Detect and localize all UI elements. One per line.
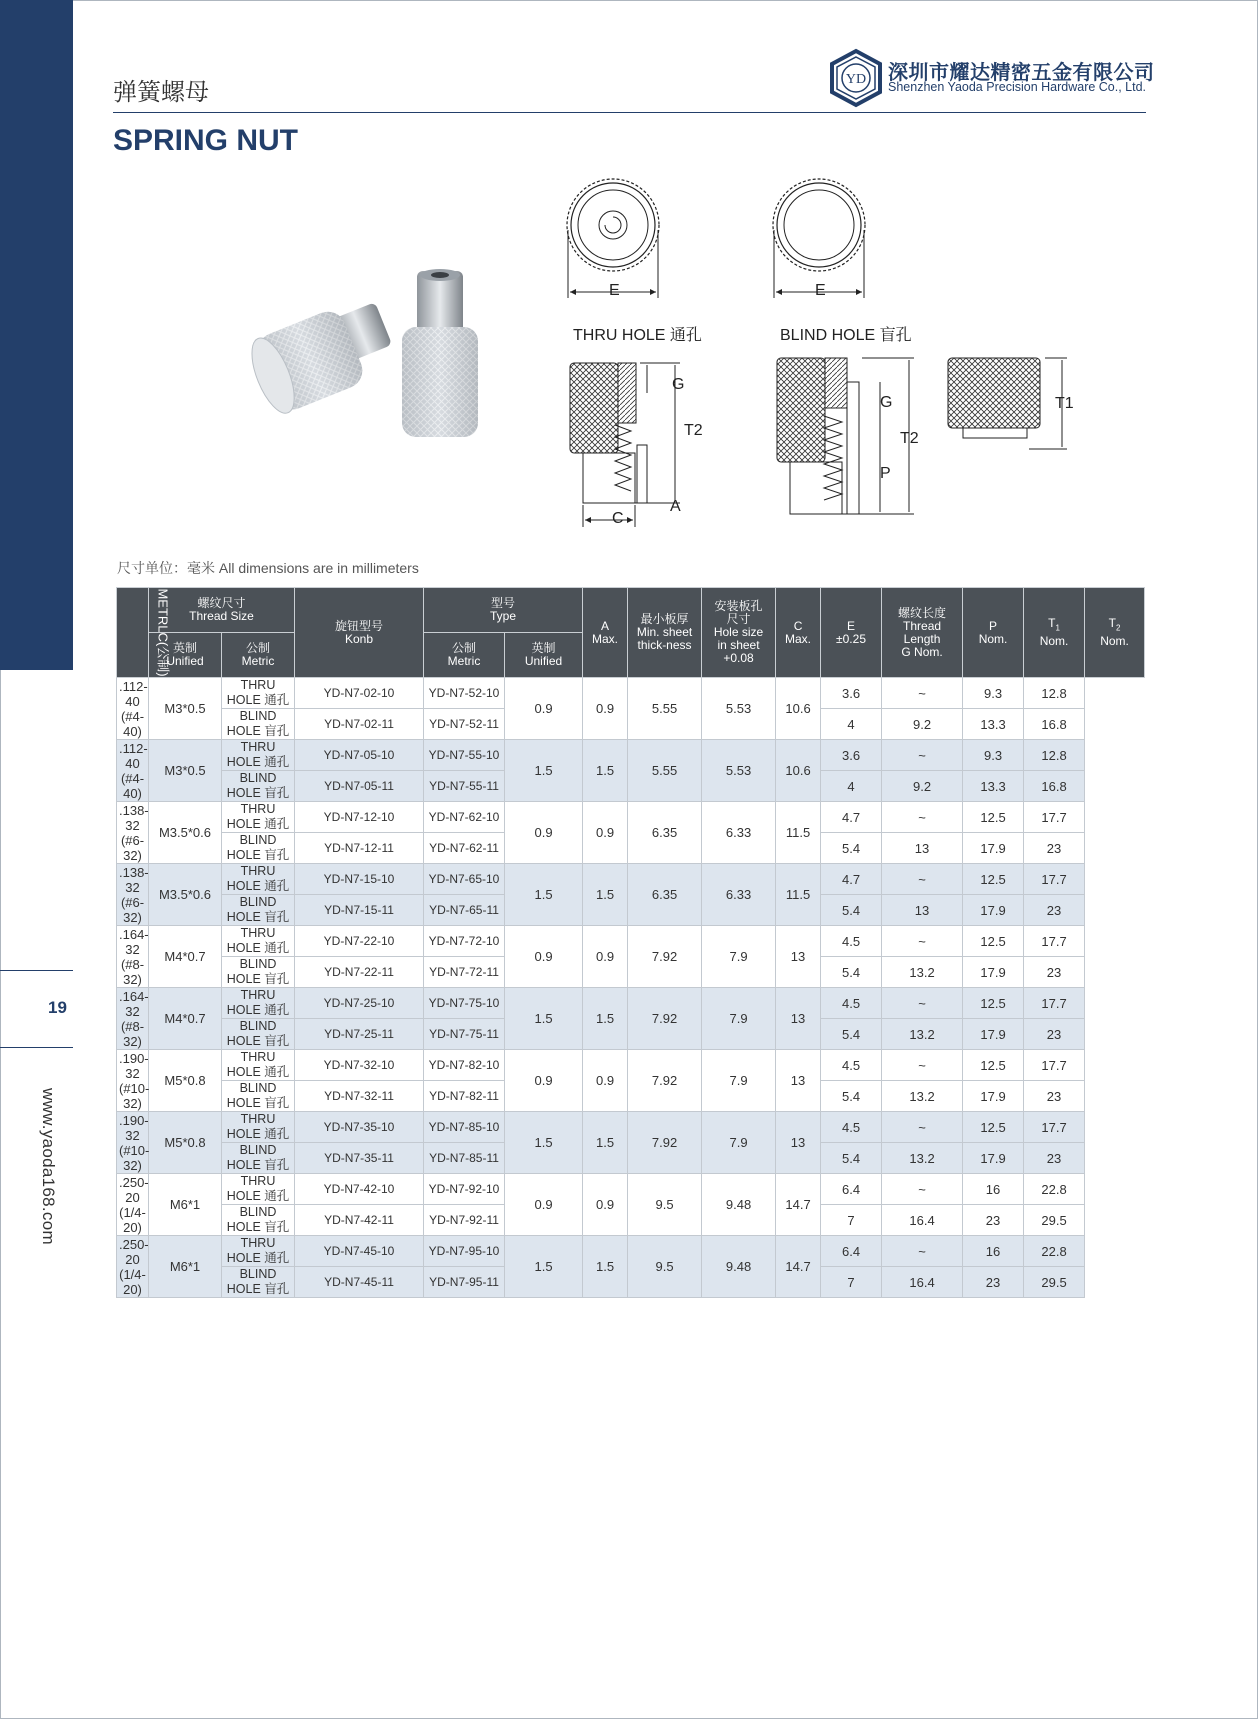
cell-t1: 17.9 <box>963 957 1024 988</box>
cell-type-metric: YD-N7-32-10 <box>295 1050 424 1081</box>
cell-thread-length: 4 <box>821 771 882 802</box>
th-hole-size: 安装板孔 尺寸 Hole size in sheet +0.08 <box>702 588 776 678</box>
cell-e: 13 <box>776 1050 821 1112</box>
cell-konb: THRU HOLE 通孔 <box>222 1112 295 1143</box>
cell-min-sheet: 1.5 <box>583 1236 628 1298</box>
blind-hole-top-view <box>766 170 876 300</box>
cell-type-metric: YD-N7-35-10 <box>295 1112 424 1143</box>
page-title-cn: 弹簧螺母 <box>113 79 209 106</box>
cell-p: ~ <box>882 678 963 709</box>
cell-type-metric: YD-N7-22-11 <box>295 957 424 988</box>
cell-t1: 17.9 <box>963 833 1024 864</box>
cell-metric: M3*0.5 <box>149 678 222 740</box>
cell-unified: .164-32 (#8-32) <box>117 988 149 1050</box>
cell-konb: BLIND HOLE 盲孔 <box>222 709 295 740</box>
cell-e: 13 <box>776 988 821 1050</box>
cell-konb: THRU HOLE 通孔 <box>222 1236 295 1267</box>
cell-t1: 17.9 <box>963 895 1024 926</box>
cell-thread-length: 4.7 <box>821 864 882 895</box>
company-name-en: Shenzhen Yaoda Precision Hardware Co., Ltd. <box>888 80 1147 94</box>
cell-metric: M3.5*0.6 <box>149 864 222 926</box>
thru-hole-label: THRU HOLE 通孔 <box>573 327 702 344</box>
spec-table-body <box>117 678 1145 1298</box>
cell-hole-size: 9.5 <box>628 1174 702 1236</box>
cell-c: 6.33 <box>702 802 776 864</box>
cell-hole-size: 7.92 <box>628 1050 702 1112</box>
cell-konb: THRU HOLE 通孔 <box>222 740 295 771</box>
table-row <box>117 678 1145 709</box>
cell-konb: BLIND HOLE 盲孔 <box>222 833 295 864</box>
cell-konb: BLIND HOLE 盲孔 <box>222 1267 295 1298</box>
cell-min-sheet: 1.5 <box>583 740 628 802</box>
cell-p: 13.2 <box>882 1081 963 1112</box>
cell-metric: M5*0.8 <box>149 1050 222 1112</box>
side-view <box>945 355 1070 455</box>
cell-t1: 23 <box>963 1205 1024 1236</box>
cell-thread-length: 4 <box>821 709 882 740</box>
spec-table <box>116 587 1145 1298</box>
cell-konb: THRU HOLE 通孔 <box>222 988 295 1019</box>
cell-konb: THRU HOLE 通孔 <box>222 926 295 957</box>
cell-type-metric: YD-N7-12-11 <box>295 833 424 864</box>
dim-e-thru: E <box>609 282 620 299</box>
cell-min-sheet: 0.9 <box>583 1050 628 1112</box>
cell-c: 7.9 <box>702 1112 776 1174</box>
blind-hole-label: BLIND HOLE 盲孔 <box>780 327 912 344</box>
th-p: P Nom. <box>963 588 1024 678</box>
cell-unified: .138-32 (#6-32) <box>117 864 149 926</box>
cell-thread-length: 4.5 <box>821 988 882 1019</box>
cell-t2: 17.7 <box>1024 864 1085 895</box>
th-konb: 旋钮型号 Konb <box>295 588 424 678</box>
cell-type-metric: YD-N7-25-10 <box>295 988 424 1019</box>
cell-type-metric: YD-N7-32-11 <box>295 1081 424 1112</box>
th-thread-size: 螺纹尺寸 Thread Size <box>149 588 295 633</box>
th-unified: 英制 Unified <box>149 633 222 678</box>
cell-a: 0.9 <box>505 802 583 864</box>
cell-type-metric: YD-N7-42-10 <box>295 1174 424 1205</box>
cell-t2: 23 <box>1024 1019 1085 1050</box>
cell-unified: .250-20 (1/4-20) <box>117 1236 149 1298</box>
cell-t2: 29.5 <box>1024 1267 1085 1298</box>
cell-type-metric: YD-N7-25-11 <box>295 1019 424 1050</box>
cell-t1: 13.3 <box>963 709 1024 740</box>
cell-thread-length: 5.4 <box>821 895 882 926</box>
cell-unified: .190-32 (#10-32) <box>117 1050 149 1112</box>
cell-konb: BLIND HOLE 盲孔 <box>222 957 295 988</box>
cell-type-unified: YD-N7-95-11 <box>424 1267 505 1298</box>
cell-p: 13 <box>882 895 963 926</box>
product-title: SPRING NUT <box>113 124 299 157</box>
cell-t2: 16.8 <box>1024 709 1085 740</box>
cell-type-unified: YD-N7-72-11 <box>424 957 505 988</box>
cell-type-metric: YD-N7-22-10 <box>295 926 424 957</box>
dim-t1: T1 <box>1055 395 1074 412</box>
cell-e: 11.5 <box>776 864 821 926</box>
cell-t1: 12.5 <box>963 864 1024 895</box>
cell-metric: M4*0.7 <box>149 926 222 988</box>
cell-t1: 12.5 <box>963 988 1024 1019</box>
sidebar-bar <box>0 0 73 670</box>
cell-type-metric: YD-N7-15-11 <box>295 895 424 926</box>
cell-unified: .164-32 (#8-32) <box>117 926 149 988</box>
cell-a: 0.9 <box>505 926 583 988</box>
cell-type-unified: YD-N7-65-10 <box>424 864 505 895</box>
cell-t1: 17.9 <box>963 1019 1024 1050</box>
cell-p: 13.2 <box>882 957 963 988</box>
cell-min-sheet: 1.5 <box>583 1112 628 1174</box>
cell-type-unified: YD-N7-92-10 <box>424 1174 505 1205</box>
dim-g-blind: G <box>880 394 893 411</box>
cell-hole-size: 5.55 <box>628 678 702 740</box>
cell-t1: 17.9 <box>963 1081 1024 1112</box>
cell-min-sheet: 1.5 <box>583 988 628 1050</box>
cell-type-unified: YD-N7-75-11 <box>424 1019 505 1050</box>
cell-t2: 23 <box>1024 1081 1085 1112</box>
cell-t2: 16.8 <box>1024 771 1085 802</box>
dim-t2-thru: T2 <box>684 422 703 439</box>
cell-type-metric: YD-N7-12-10 <box>295 802 424 833</box>
cell-p: ~ <box>882 1236 963 1267</box>
cell-thread-length: 6.4 <box>821 1236 882 1267</box>
cell-konb: BLIND HOLE 盲孔 <box>222 1019 295 1050</box>
cell-p: ~ <box>882 802 963 833</box>
cell-p: ~ <box>882 1174 963 1205</box>
cell-thread-length: 5.4 <box>821 1081 882 1112</box>
dim-c-thru: C <box>612 510 624 527</box>
th-metric: 公制 Metric <box>222 633 295 678</box>
cell-min-sheet: 0.9 <box>583 926 628 988</box>
cell-type-unified: YD-N7-92-11 <box>424 1205 505 1236</box>
cell-p: ~ <box>882 988 963 1019</box>
cell-metric: M4*0.7 <box>149 988 222 1050</box>
company-logo <box>828 48 884 108</box>
cell-c: 5.53 <box>702 740 776 802</box>
cell-type-unified: YD-N7-75-10 <box>424 988 505 1019</box>
cell-t1: 13.3 <box>963 771 1024 802</box>
cell-c: 7.9 <box>702 926 776 988</box>
cell-type-unified: YD-N7-85-11 <box>424 1143 505 1174</box>
cell-type-metric: YD-N7-45-11 <box>295 1267 424 1298</box>
cell-type-metric: YD-N7-02-10 <box>295 678 424 709</box>
table-row <box>117 802 1145 833</box>
cell-a: 1.5 <box>505 988 583 1050</box>
cell-metric: M6*1 <box>149 1236 222 1298</box>
cell-konb: BLIND HOLE 盲孔 <box>222 1205 295 1236</box>
cell-konb: BLIND HOLE 盲孔 <box>222 771 295 802</box>
cell-t1: 17.9 <box>963 1143 1024 1174</box>
cell-thread-length: 3.6 <box>821 740 882 771</box>
cell-t2: 17.7 <box>1024 926 1085 957</box>
cell-thread-length: 5.4 <box>821 833 882 864</box>
cell-thread-length: 4.5 <box>821 1112 882 1143</box>
th-min-sheet: 最小板厚 Min. sheet thick-ness <box>628 588 702 678</box>
cell-konb: BLIND HOLE 盲孔 <box>222 1081 295 1112</box>
cell-metric: M3*0.5 <box>149 740 222 802</box>
cell-metric: M5*0.8 <box>149 1112 222 1174</box>
sidebar-rule-bottom <box>0 1047 73 1048</box>
cell-p: ~ <box>882 926 963 957</box>
cell-thread-length: 5.4 <box>821 1143 882 1174</box>
cell-t2: 17.7 <box>1024 1050 1085 1081</box>
cell-type-metric: YD-N7-45-10 <box>295 1236 424 1267</box>
table-row <box>117 1174 1145 1205</box>
dim-t2-blind: T2 <box>900 430 919 447</box>
cell-hole-size: 7.92 <box>628 1112 702 1174</box>
cell-type-metric: YD-N7-35-11 <box>295 1143 424 1174</box>
cell-type-unified: YD-N7-55-10 <box>424 740 505 771</box>
cell-c: 7.9 <box>702 1050 776 1112</box>
cell-t2: 23 <box>1024 895 1085 926</box>
cell-a: 1.5 <box>505 740 583 802</box>
cell-hole-size: 7.92 <box>628 988 702 1050</box>
cell-type-unified: YD-N7-55-11 <box>424 771 505 802</box>
cell-p: 13.2 <box>882 1019 963 1050</box>
cell-thread-length: 7 <box>821 1267 882 1298</box>
cell-t2: 23 <box>1024 1143 1085 1174</box>
cell-t1: 12.5 <box>963 802 1024 833</box>
cell-type-metric: YD-N7-05-10 <box>295 740 424 771</box>
dim-a-thru: A <box>670 498 681 515</box>
table-row <box>117 1050 1145 1081</box>
cell-t1: 23 <box>963 1267 1024 1298</box>
cell-thread-length: 3.6 <box>821 678 882 709</box>
cell-konb: THRU HOLE 通孔 <box>222 1174 295 1205</box>
cell-e: 11.5 <box>776 802 821 864</box>
cell-unified: .138-32 (#6-32) <box>117 802 149 864</box>
cell-min-sheet: 0.9 <box>583 1174 628 1236</box>
cell-thread-length: 5.4 <box>821 957 882 988</box>
cell-type-unified: YD-N7-65-11 <box>424 895 505 926</box>
cell-p: ~ <box>882 1050 963 1081</box>
cell-konb: THRU HOLE 通孔 <box>222 802 295 833</box>
metric-side-label: METRLC(公制) <box>117 588 149 678</box>
cell-thread-length: 4.7 <box>821 802 882 833</box>
cell-type-unified: YD-N7-95-10 <box>424 1236 505 1267</box>
cell-konb: THRU HOLE 通孔 <box>222 864 295 895</box>
units-note: 尺寸单位：毫米 All dimensions are in millimeters <box>117 560 419 576</box>
cell-unified: .190-32 (#10-32) <box>117 1112 149 1174</box>
cell-type-unified: YD-N7-82-11 <box>424 1081 505 1112</box>
th-thread-length: 螺纹长度 Thread Length G Nom. <box>882 588 963 678</box>
cell-hole-size: 5.55 <box>628 740 702 802</box>
cell-hole-size: 6.35 <box>628 864 702 926</box>
cell-type-metric: YD-N7-15-10 <box>295 864 424 895</box>
cell-a: 1.5 <box>505 1236 583 1298</box>
cell-konb: THRU HOLE 通孔 <box>222 678 295 709</box>
cell-p: 9.2 <box>882 771 963 802</box>
sidebar-rule-top <box>0 970 73 971</box>
cell-konb: THRU HOLE 通孔 <box>222 1050 295 1081</box>
cell-e: 14.7 <box>776 1236 821 1298</box>
cell-e: 10.6 <box>776 740 821 802</box>
cell-t1: 16 <box>963 1174 1024 1205</box>
table-row <box>117 1112 1145 1143</box>
th-t1: $T_1$ Nom. <box>1024 588 1085 678</box>
table-row <box>117 1236 1145 1267</box>
th-t2: $T_2$ Nom. <box>1085 588 1145 678</box>
table-row <box>117 988 1145 1019</box>
cell-thread-length: 6.4 <box>821 1174 882 1205</box>
thru-hole-top-view <box>560 170 670 300</box>
table-row <box>117 740 1145 771</box>
dim-p-blind: P <box>880 465 891 482</box>
cell-a: 1.5 <box>505 1112 583 1174</box>
cell-e: 13 <box>776 1112 821 1174</box>
website-url: www.yaoda168.com <box>39 1088 58 1245</box>
cell-c: 9.48 <box>702 1236 776 1298</box>
cell-type-metric: YD-N7-42-11 <box>295 1205 424 1236</box>
th-type-unified: 英制 Unified <box>505 633 583 678</box>
cell-a: 0.9 <box>505 678 583 740</box>
cell-type-unified: YD-N7-72-10 <box>424 926 505 957</box>
cell-thread-length: 4.5 <box>821 1050 882 1081</box>
cell-type-unified: YD-N7-52-10 <box>424 678 505 709</box>
cell-t2: 29.5 <box>1024 1205 1085 1236</box>
cell-t2: 17.7 <box>1024 988 1085 1019</box>
cell-type-metric: YD-N7-05-11 <box>295 771 424 802</box>
cell-t1: 9.3 <box>963 678 1024 709</box>
cell-metric: M3.5*0.6 <box>149 802 222 864</box>
cell-t1: 12.5 <box>963 1050 1024 1081</box>
cell-c: 5.53 <box>702 678 776 740</box>
dim-e-blind: E <box>815 282 826 299</box>
cell-p: 13.2 <box>882 1143 963 1174</box>
dim-g-thru: G <box>672 376 685 393</box>
cell-p: 13 <box>882 833 963 864</box>
cell-thread-length: 4.5 <box>821 926 882 957</box>
cell-a: 1.5 <box>505 864 583 926</box>
th-e: E ±0.25 <box>821 588 882 678</box>
cell-t2: 23 <box>1024 957 1085 988</box>
cell-t2: 17.7 <box>1024 802 1085 833</box>
product-photo <box>235 265 495 445</box>
cell-e: 10.6 <box>776 678 821 740</box>
cell-t2: 12.8 <box>1024 678 1085 709</box>
cell-min-sheet: 0.9 <box>583 802 628 864</box>
cell-p: ~ <box>882 740 963 771</box>
cell-type-metric: YD-N7-02-11 <box>295 709 424 740</box>
logo-lettering: YD <box>845 72 867 87</box>
cell-type-unified: YD-N7-82-10 <box>424 1050 505 1081</box>
th-a: A Max. <box>583 588 628 678</box>
cell-t2: 22.8 <box>1024 1236 1085 1267</box>
cell-t1: 12.5 <box>963 926 1024 957</box>
cell-hole-size: 6.35 <box>628 802 702 864</box>
th-type-metric: 公制 Metric <box>424 633 505 678</box>
th-c: C Max. <box>776 588 821 678</box>
cell-type-unified: YD-N7-52-11 <box>424 709 505 740</box>
company-name-cn: 深圳市耀达精密五金有限公司 <box>888 62 1155 84</box>
cell-konb: BLIND HOLE 盲孔 <box>222 1143 295 1174</box>
cell-type-unified: YD-N7-62-10 <box>424 802 505 833</box>
cell-a: 0.9 <box>505 1174 583 1236</box>
cell-unified: .250-20 (1/4-20) <box>117 1174 149 1236</box>
cell-c: 9.48 <box>702 1174 776 1236</box>
cell-c: 7.9 <box>702 988 776 1050</box>
cell-thread-length: 5.4 <box>821 1019 882 1050</box>
cell-t2: 12.8 <box>1024 740 1085 771</box>
cell-c: 6.33 <box>702 864 776 926</box>
cell-e: 14.7 <box>776 1174 821 1236</box>
table-row <box>117 926 1145 957</box>
header-divider <box>113 112 1146 113</box>
cell-t1: 12.5 <box>963 1112 1024 1143</box>
cell-thread-length: 7 <box>821 1205 882 1236</box>
cell-t2: 23 <box>1024 833 1085 864</box>
cell-hole-size: 9.5 <box>628 1236 702 1298</box>
cell-konb: BLIND HOLE 盲孔 <box>222 895 295 926</box>
cell-unified: .112-40 (#4-40) <box>117 740 149 802</box>
cell-p: 9.2 <box>882 709 963 740</box>
cell-a: 0.9 <box>505 1050 583 1112</box>
cell-e: 13 <box>776 926 821 988</box>
cell-t1: 16 <box>963 1236 1024 1267</box>
cell-t2: 22.8 <box>1024 1174 1085 1205</box>
cell-p: ~ <box>882 864 963 895</box>
th-type: 型号 Type <box>424 588 583 633</box>
cell-min-sheet: 0.9 <box>583 678 628 740</box>
table-row <box>117 864 1145 895</box>
cell-p: 16.4 <box>882 1205 963 1236</box>
cell-unified: .112-40 (#4-40) <box>117 678 149 740</box>
cell-p: ~ <box>882 1112 963 1143</box>
cell-hole-size: 7.92 <box>628 926 702 988</box>
cell-t2: 17.7 <box>1024 1112 1085 1143</box>
page-number: 19 <box>48 998 67 1017</box>
cell-metric: M6*1 <box>149 1174 222 1236</box>
cell-type-unified: YD-N7-85-10 <box>424 1112 505 1143</box>
cell-type-unified: YD-N7-62-11 <box>424 833 505 864</box>
cell-min-sheet: 1.5 <box>583 864 628 926</box>
cell-t1: 9.3 <box>963 740 1024 771</box>
cell-p: 16.4 <box>882 1267 963 1298</box>
